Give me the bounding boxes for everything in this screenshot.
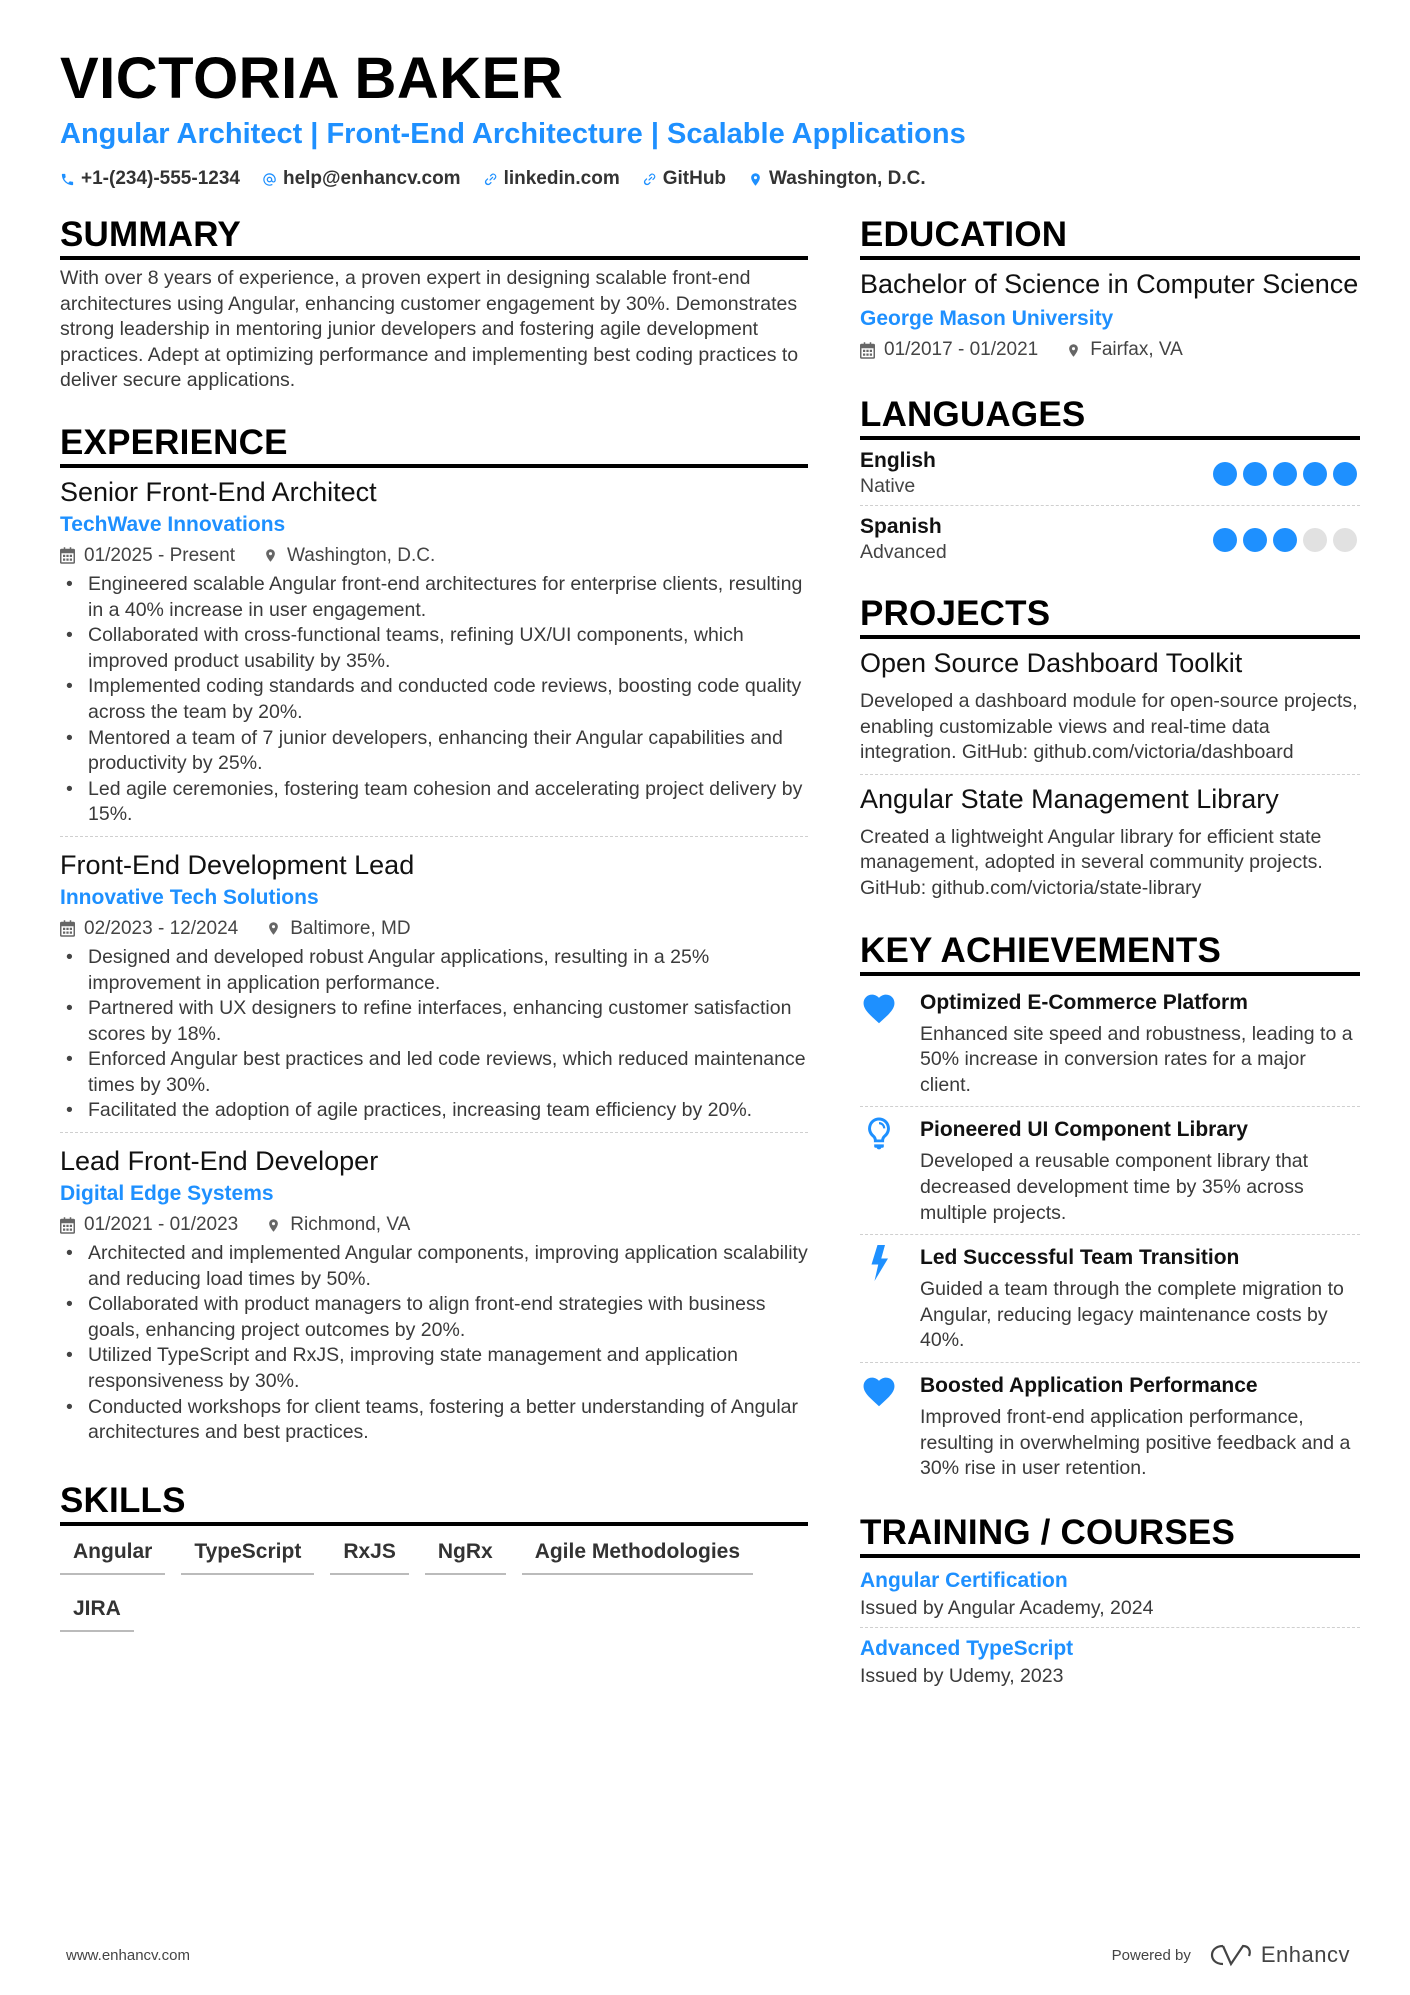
job-entry <box>60 1143 808 1454</box>
location-pin-icon <box>266 1217 281 1234</box>
education-meta <box>860 336 1360 364</box>
github-text: GitHub <box>662 168 727 189</box>
job-bullets <box>60 945 808 1124</box>
linkedin-text: linkedin.com <box>503 168 620 189</box>
job-location <box>266 915 410 943</box>
proficiency-dots <box>1213 528 1357 552</box>
job-dates <box>60 915 238 943</box>
job-dates <box>60 1211 238 1239</box>
course-issuer: Issued by Angular Academy, 2024 <box>860 1596 1154 1619</box>
rating-dot-filled <box>1273 528 1297 552</box>
section-title: SUMMARY <box>60 214 808 260</box>
summary-text: With over 8 years of experience, a proven expert in designing scalable front-end architectures using Angular, enhancing customer engagement by 30%. Demonstrates strong leadership in mentoring junior developers and fostering agile development practices. Adept at optimizing performance and implementing best coding practices to deliver secure applications. <box>60 267 799 392</box>
contact-email[interactable] <box>262 166 461 192</box>
project-description: Created a lightweight Angular library for efficient state management, adopted in several community projects. GitHub: github.com/victoria/state-library <box>860 825 1323 899</box>
course-item <box>860 1564 1360 1628</box>
rating-dot-filled <box>1303 462 1327 486</box>
course-item <box>860 1627 1360 1696</box>
right-column <box>860 214 1360 1724</box>
location-pin-icon <box>1066 342 1081 359</box>
job-title: Senior Front-End Architect <box>60 476 377 507</box>
email-text: help@enhancv.com <box>282 168 461 189</box>
brand-logo[interactable] <box>1209 1942 1350 1968</box>
rating-dot-filled <box>1333 462 1357 486</box>
bullet-item: • Partnered with UX designers to refine interfaces, enhancing customer satisfaction scores by 18%. <box>60 996 808 1047</box>
location-text: Richmond, VA <box>290 1214 411 1236</box>
rating-dot-empty <box>1303 528 1327 552</box>
company-name[interactable]: TechWave Innovations <box>60 512 286 536</box>
contact-linkedin[interactable] <box>483 166 620 192</box>
location-text: Washington, D.C. <box>287 544 436 566</box>
job-entry <box>60 474 808 837</box>
achievement-description: Guided a team through the complete migration to Angular, reducing legacy maintenance costs by 40%. <box>920 1278 1344 1352</box>
achievement-title: Pioneered UI Component Library <box>920 1118 1248 1142</box>
contact-row <box>60 166 1360 192</box>
job-bullets <box>60 1241 808 1446</box>
section-title: LANGUAGES <box>860 394 1360 440</box>
company-name[interactable]: Innovative Tech Solutions <box>60 885 319 909</box>
bullet-item: • Architected and implemented Angular components, improving application scalability and reducing load times by 50%. <box>60 1241 808 1292</box>
rating-dot-filled <box>1243 462 1267 486</box>
language-item <box>860 505 1360 571</box>
language-name: English <box>860 449 936 472</box>
section-title: KEY ACHIEVEMENTS <box>860 930 1360 976</box>
left-column <box>60 214 808 1660</box>
job-entry <box>60 847 808 1133</box>
bullet-item: • Utilized TypeScript and RxJS, improving state management and application responsiveness by 30%. <box>60 1343 808 1394</box>
bullet-item: • Led agile ceremonies, fostering team cohesion and accelerating project delivery by 15%. <box>60 777 808 828</box>
page-footer <box>66 1942 1350 1968</box>
skill-tag: Angular <box>60 1534 165 1575</box>
achievement-description: Improved front-end application performance, resulting in overwhelming positive feedback and a 30% rise in user retention. <box>920 1405 1351 1480</box>
education-dates <box>860 336 1038 364</box>
calendar-icon <box>860 342 875 359</box>
date-range: 01/2021 - 01/2023 <box>84 1214 239 1236</box>
contact-location <box>748 166 926 192</box>
at-icon <box>262 172 277 187</box>
bullet-item: • Mentored a team of 7 junior developers, enhancing their Angular capabilities and productivity by 25%. <box>60 726 808 777</box>
rating-dot-filled <box>1213 462 1237 486</box>
brand-name: Enhancv <box>1260 1942 1350 1967</box>
achievement-title: Optimized E-Commerce Platform <box>920 990 1248 1014</box>
skills-section <box>60 1480 808 1632</box>
achievement-item <box>860 1106 1360 1234</box>
powered-by <box>1112 1942 1350 1968</box>
contact-phone[interactable] <box>60 166 240 192</box>
location-pin-icon <box>748 172 763 187</box>
heart-icon <box>860 990 898 1024</box>
achievement-title: Led Successful Team Transition <box>920 1246 1240 1270</box>
location-pin-icon <box>263 547 278 564</box>
heart-icon <box>860 1373 898 1407</box>
achievement-description: Enhanced site speed and robustness, leading to a 50% increase in conversion rates for a major client. <box>920 1022 1353 1096</box>
calendar-icon <box>60 920 75 937</box>
achievement-item <box>860 1362 1360 1490</box>
job-meta <box>60 1211 808 1239</box>
section-title: EXPERIENCE <box>60 422 808 468</box>
skill-tag: JIRA <box>60 1591 134 1632</box>
contact-github[interactable] <box>642 166 726 192</box>
achievements-section <box>860 930 1360 1490</box>
location-pin-icon <box>266 920 281 937</box>
date-range: 01/2025 - Present <box>84 544 236 566</box>
job-title: Front-End Development Lead <box>60 849 415 880</box>
rating-dot-filled <box>1243 528 1267 552</box>
achievement-item <box>860 982 1360 1107</box>
projects-section <box>860 593 1360 910</box>
job-bullets <box>60 572 808 828</box>
rating-dot-filled <box>1273 462 1297 486</box>
phone-icon <box>60 172 75 187</box>
education-location <box>1066 336 1183 364</box>
calendar-icon <box>60 547 75 564</box>
bullet-item: • Collaborated with cross-functional teams, refining UX/UI components, which improved product usability by 35%. <box>60 623 808 674</box>
course-title[interactable]: Advanced TypeScript <box>860 1637 1074 1661</box>
candidate-name: VICTORIA BAKER <box>60 46 564 111</box>
training-section <box>860 1512 1360 1696</box>
degree-title: Bachelor of Science in Computer Science <box>860 269 1359 299</box>
skill-tag: TypeScript <box>181 1534 314 1575</box>
location-text: Fairfax, VA <box>1090 339 1183 360</box>
achievement-title: Boosted Application Performance <box>920 1373 1258 1397</box>
rating-dot-empty <box>1333 528 1357 552</box>
headline-tagline: Angular Architect | Front-End Architecture | Scalable Applications <box>60 118 966 150</box>
lightning-bolt-icon <box>868 1245 890 1281</box>
language-name: Spanish <box>860 515 942 538</box>
location-text: Washington, D.C. <box>769 168 926 189</box>
languages-section <box>860 394 1360 571</box>
course-issuer: Issued by Udemy, 2023 <box>860 1665 1064 1688</box>
job-dates <box>60 542 235 570</box>
date-range: 01/2017 - 01/2021 <box>884 339 1039 360</box>
school-name[interactable]: George Mason University <box>860 307 1114 330</box>
link-icon <box>483 172 498 187</box>
skill-tag: NgRx <box>425 1534 506 1575</box>
section-title: SKILLS <box>60 1480 808 1526</box>
experience-section <box>60 422 808 1454</box>
project-description: Developed a dashboard module for open-source projects, enabling customizable views and real-time data integration. GitHub: github.com/victoria/dashboard <box>860 690 1358 764</box>
education-section <box>860 214 1360 364</box>
location-text: Baltimore, MD <box>290 917 411 939</box>
bullet-item: • Facilitated the adoption of agile practices, increasing team efficiency by 20%. <box>60 1098 808 1124</box>
project-item <box>860 645 1360 774</box>
calendar-icon <box>60 1217 75 1234</box>
phone-text: +1-(234)-555-1234 <box>81 168 240 189</box>
proficiency-dots <box>1213 462 1357 486</box>
date-range: 02/2023 - 12/2024 <box>84 917 239 939</box>
resume-header <box>60 44 1360 192</box>
achievement-description: Developed a reusable component library that decreased development time by 35% across multiple projects. <box>920 1150 1309 1224</box>
job-location <box>263 542 435 570</box>
achievement-item <box>860 1234 1360 1362</box>
lightbulb-icon <box>868 1117 890 1151</box>
job-meta <box>60 915 808 943</box>
bullet-item: • Designed and developed robust Angular applications, resulting in a 25% improvement in application performance. <box>60 945 808 996</box>
section-title: TRAINING / COURSES <box>860 1512 1360 1558</box>
bullet-item: • Implemented coding standards and conducted code reviews, boosting code quality across the team by 20%. <box>60 674 808 725</box>
section-title: PROJECTS <box>860 593 1360 639</box>
summary-section <box>60 214 808 394</box>
website-link[interactable]: www.enhancv.com <box>66 1946 190 1964</box>
project-title: Angular State Management Library <box>860 783 1279 814</box>
project-item <box>860 774 1360 910</box>
job-meta <box>60 542 808 570</box>
job-location <box>266 1211 410 1239</box>
language-level: Native <box>860 475 916 497</box>
course-title[interactable]: Angular Certification <box>860 1568 1068 1592</box>
rating-dot-filled <box>1213 528 1237 552</box>
bullet-item: • Enforced Angular best practices and led code reviews, which reduced maintenance times by 30%. <box>60 1047 808 1098</box>
skill-tag: RxJS <box>330 1534 409 1575</box>
bullet-item: • Conducted workshops for client teams, fostering a better understanding of Angular architectures and best practices. <box>60 1395 808 1446</box>
job-title: Lead Front-End Developer <box>60 1146 379 1177</box>
project-title: Open Source Dashboard Toolkit <box>860 648 1243 678</box>
powered-by-label: Powered by <box>1111 1946 1191 1964</box>
bullet-item: • Engineered scalable Angular front-end architectures for enterprise clients, resulting in a 40% increase in user engagement. <box>60 572 808 623</box>
enhancv-logo-icon <box>1209 1942 1253 1968</box>
skills-list <box>60 1534 808 1632</box>
language-level: Advanced <box>860 541 947 563</box>
link-icon <box>642 172 657 187</box>
skill-tag: Agile Methodologies <box>522 1534 753 1575</box>
section-title: EDUCATION <box>860 214 1360 260</box>
company-name[interactable]: Digital Edge Systems <box>60 1182 274 1206</box>
bullet-item: • Collaborated with product managers to align front-end strategies with business goals, enhancing project outcomes by 20%. <box>60 1292 808 1343</box>
language-item <box>860 446 1360 505</box>
